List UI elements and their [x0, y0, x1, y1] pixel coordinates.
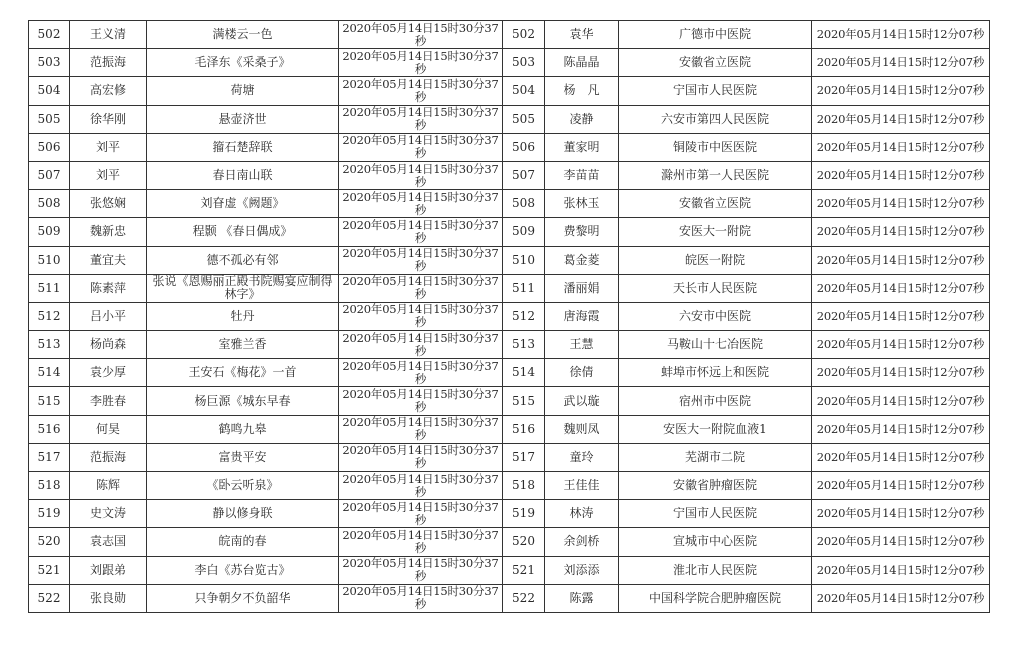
right-timestamp: 2020年05月14日15时12分07秒 — [812, 49, 990, 77]
right-hospital: 中国科学院合肥肿瘤医院 — [619, 584, 812, 612]
right-hospital: 六安市第四人民医院 — [619, 105, 812, 133]
right-hospital: 宿州市中医院 — [619, 387, 812, 415]
right-entry-number: 512 — [503, 302, 545, 330]
left-timestamp: 2020年05月14日15时30分37秒 — [339, 49, 503, 77]
left-timestamp: 2020年05月14日15时30分37秒 — [339, 387, 503, 415]
right-entry-number: 521 — [503, 556, 545, 584]
right-person-name: 余剑桥 — [545, 528, 619, 556]
left-author-name: 魏新忠 — [70, 218, 147, 246]
left-author-name: 刘跟弟 — [70, 556, 147, 584]
left-author-name: 张悠娴 — [70, 190, 147, 218]
table-row — [29, 387, 990, 415]
left-entry-number: 511 — [29, 274, 70, 302]
right-person-name: 王慧 — [545, 331, 619, 359]
left-work-title: 满楼云一色 — [147, 21, 339, 49]
right-hospital: 安徽省立医院 — [619, 49, 812, 77]
left-work-title: 只争朝夕不负韶华 — [147, 584, 339, 612]
left-author-name: 刘平 — [70, 161, 147, 189]
left-work-title: 刘眘虚《阙题》 — [147, 190, 339, 218]
left-timestamp: 2020年05月14日15时30分37秒 — [339, 246, 503, 274]
right-person-name: 林涛 — [545, 500, 619, 528]
right-hospital: 滁州市第一人民医院 — [619, 161, 812, 189]
right-entry-number: 511 — [503, 274, 545, 302]
left-author-name: 徐华刚 — [70, 105, 147, 133]
table-row — [29, 274, 990, 302]
right-timestamp: 2020年05月14日15时12分07秒 — [812, 161, 990, 189]
left-work-title: 牡丹 — [147, 302, 339, 330]
right-timestamp: 2020年05月14日15时12分07秒 — [812, 21, 990, 49]
right-person-name: 陈露 — [545, 584, 619, 612]
left-entry-number: 517 — [29, 443, 70, 471]
table-row — [29, 218, 990, 246]
right-timestamp: 2020年05月14日15时12分07秒 — [812, 472, 990, 500]
right-timestamp: 2020年05月14日15时12分07秒 — [812, 274, 990, 302]
right-person-name: 袁华 — [545, 21, 619, 49]
left-entry-number: 513 — [29, 331, 70, 359]
left-timestamp: 2020年05月14日15时30分37秒 — [339, 77, 503, 105]
left-timestamp: 2020年05月14日15时30分37秒 — [339, 528, 503, 556]
left-timestamp: 2020年05月14日15时30分37秒 — [339, 472, 503, 500]
right-hospital: 马鞍山十七冶医院 — [619, 331, 812, 359]
left-entry-number: 508 — [29, 190, 70, 218]
right-person-name: 刘添添 — [545, 556, 619, 584]
table-row — [29, 190, 990, 218]
left-author-name: 张良勋 — [70, 584, 147, 612]
right-person-name: 徐倩 — [545, 359, 619, 387]
left-entry-number: 516 — [29, 415, 70, 443]
left-timestamp: 2020年05月14日15时30分37秒 — [339, 584, 503, 612]
left-author-name: 范振海 — [70, 443, 147, 471]
right-person-name: 潘丽娟 — [545, 274, 619, 302]
table-row — [29, 443, 990, 471]
left-author-name: 史文涛 — [70, 500, 147, 528]
right-timestamp: 2020年05月14日15时12分07秒 — [812, 584, 990, 612]
left-work-title: 德不孤必有邻 — [147, 246, 339, 274]
left-author-name: 高宏修 — [70, 77, 147, 105]
left-work-title: 悬壶济世 — [147, 105, 339, 133]
left-timestamp: 2020年05月14日15时30分37秒 — [339, 302, 503, 330]
left-work-title: 《卧云听泉》 — [147, 472, 339, 500]
table-row — [29, 49, 990, 77]
table-row — [29, 133, 990, 161]
right-entry-number: 506 — [503, 133, 545, 161]
left-timestamp: 2020年05月14日15时30分37秒 — [339, 133, 503, 161]
right-hospital: 广德市中医院 — [619, 21, 812, 49]
table-row — [29, 500, 990, 528]
left-work-title: 春日南山联 — [147, 161, 339, 189]
right-person-name: 费黎明 — [545, 218, 619, 246]
left-entry-number: 515 — [29, 387, 70, 415]
left-timestamp: 2020年05月14日15时30分37秒 — [339, 415, 503, 443]
left-author-name: 范振海 — [70, 49, 147, 77]
left-entry-number: 502 — [29, 21, 70, 49]
right-entry-number: 504 — [503, 77, 545, 105]
right-entry-number: 516 — [503, 415, 545, 443]
right-hospital: 芜湖市二院 — [619, 443, 812, 471]
left-entry-number: 503 — [29, 49, 70, 77]
left-author-name: 王义清 — [70, 21, 147, 49]
left-work-title: 富贵平安 — [147, 443, 339, 471]
left-author-name: 董宜夫 — [70, 246, 147, 274]
left-author-name: 何昊 — [70, 415, 147, 443]
left-timestamp: 2020年05月14日15时30分37秒 — [339, 218, 503, 246]
left-entry-number: 510 — [29, 246, 70, 274]
right-timestamp: 2020年05月14日15时12分07秒 — [812, 302, 990, 330]
left-entry-number: 507 — [29, 161, 70, 189]
right-entry-number: 518 — [503, 472, 545, 500]
right-hospital: 宁国市人民医院 — [619, 500, 812, 528]
registration-table — [28, 20, 990, 613]
right-hospital: 淮北市人民医院 — [619, 556, 812, 584]
left-timestamp: 2020年05月14日15时30分37秒 — [339, 105, 503, 133]
left-work-title: 程颢 《春日偶成》 — [147, 218, 339, 246]
left-author-name: 袁志国 — [70, 528, 147, 556]
right-timestamp: 2020年05月14日15时12分07秒 — [812, 415, 990, 443]
right-person-name: 魏则凤 — [545, 415, 619, 443]
table-row — [29, 528, 990, 556]
right-timestamp: 2020年05月14日15时12分07秒 — [812, 218, 990, 246]
right-timestamp: 2020年05月14日15时12分07秒 — [812, 190, 990, 218]
right-entry-number: 519 — [503, 500, 545, 528]
left-work-title: 静以修身联 — [147, 500, 339, 528]
left-author-name: 刘平 — [70, 133, 147, 161]
right-entry-number: 522 — [503, 584, 545, 612]
right-hospital: 铜陵市中医医院 — [619, 133, 812, 161]
left-entry-number: 521 — [29, 556, 70, 584]
right-entry-number: 505 — [503, 105, 545, 133]
right-person-name: 武以璇 — [545, 387, 619, 415]
right-entry-number: 510 — [503, 246, 545, 274]
right-entry-number: 507 — [503, 161, 545, 189]
left-author-name: 吕小平 — [70, 302, 147, 330]
left-timestamp: 2020年05月14日15时30分37秒 — [339, 359, 503, 387]
right-person-name: 陈晶晶 — [545, 49, 619, 77]
right-entry-number: 515 — [503, 387, 545, 415]
right-person-name: 王佳佳 — [545, 472, 619, 500]
right-entry-number: 514 — [503, 359, 545, 387]
right-timestamp: 2020年05月14日15时12分07秒 — [812, 443, 990, 471]
table-row — [29, 21, 990, 49]
left-work-title: 鹤鸣九皋 — [147, 415, 339, 443]
left-timestamp: 2020年05月14日15时30分37秒 — [339, 190, 503, 218]
right-person-name: 童玲 — [545, 443, 619, 471]
left-work-title: 籀石楚辞联 — [147, 133, 339, 161]
left-entry-number: 509 — [29, 218, 70, 246]
right-hospital: 安徽省肿瘤医院 — [619, 472, 812, 500]
left-work-title: 李白《苏台览古》 — [147, 556, 339, 584]
right-hospital: 宁国市人民医院 — [619, 77, 812, 105]
right-entry-number: 509 — [503, 218, 545, 246]
right-person-name: 杨 凡 — [545, 77, 619, 105]
right-timestamp: 2020年05月14日15时12分07秒 — [812, 556, 990, 584]
left-author-name: 李胜春 — [70, 387, 147, 415]
left-work-title: 室雅兰香 — [147, 331, 339, 359]
right-timestamp: 2020年05月14日15时12分07秒 — [812, 387, 990, 415]
right-person-name: 张林玉 — [545, 190, 619, 218]
right-entry-number: 503 — [503, 49, 545, 77]
right-person-name: 葛金菱 — [545, 246, 619, 274]
right-hospital: 六安市中医院 — [619, 302, 812, 330]
left-entry-number: 506 — [29, 133, 70, 161]
left-author-name: 陈素萍 — [70, 274, 147, 302]
right-hospital: 安医大一附院 — [619, 218, 812, 246]
left-timestamp: 2020年05月14日15时30分37秒 — [339, 274, 503, 302]
right-entry-number: 508 — [503, 190, 545, 218]
right-entry-number: 517 — [503, 443, 545, 471]
table-row — [29, 359, 990, 387]
right-entry-number: 502 — [503, 21, 545, 49]
right-hospital: 安徽省立医院 — [619, 190, 812, 218]
right-timestamp: 2020年05月14日15时12分07秒 — [812, 528, 990, 556]
table-row — [29, 246, 990, 274]
left-timestamp: 2020年05月14日15时30分37秒 — [339, 500, 503, 528]
left-entry-number: 522 — [29, 584, 70, 612]
right-person-name: 唐海霞 — [545, 302, 619, 330]
right-timestamp: 2020年05月14日15时12分07秒 — [812, 133, 990, 161]
right-hospital: 皖医一附院 — [619, 246, 812, 274]
left-work-title: 张说《恩赐丽正殿书院赐宴应制得林字》 — [147, 274, 339, 302]
right-entry-number: 513 — [503, 331, 545, 359]
right-hospital: 天长市人民医院 — [619, 274, 812, 302]
table-row — [29, 161, 990, 189]
right-hospital: 蚌埠市怀远上和医院 — [619, 359, 812, 387]
right-timestamp: 2020年05月14日15时12分07秒 — [812, 331, 990, 359]
right-person-name: 李苗苗 — [545, 161, 619, 189]
left-timestamp: 2020年05月14日15时30分37秒 — [339, 556, 503, 584]
left-entry-number: 512 — [29, 302, 70, 330]
right-timestamp: 2020年05月14日15时12分07秒 — [812, 77, 990, 105]
right-person-name: 凌静 — [545, 105, 619, 133]
left-timestamp: 2020年05月14日15时30分37秒 — [339, 331, 503, 359]
left-entry-number: 520 — [29, 528, 70, 556]
left-work-title: 杨巨源《城东早春 — [147, 387, 339, 415]
left-entry-number: 504 — [29, 77, 70, 105]
left-author-name: 袁少厚 — [70, 359, 147, 387]
left-work-title: 毛泽东《采桑子》 — [147, 49, 339, 77]
table-row — [29, 472, 990, 500]
right-timestamp: 2020年05月14日15时12分07秒 — [812, 359, 990, 387]
right-entry-number: 520 — [503, 528, 545, 556]
right-timestamp: 2020年05月14日15时12分07秒 — [812, 246, 990, 274]
right-timestamp: 2020年05月14日15时12分07秒 — [812, 105, 990, 133]
left-entry-number: 505 — [29, 105, 70, 133]
right-timestamp: 2020年05月14日15时12分07秒 — [812, 500, 990, 528]
left-work-title: 皖南的春 — [147, 528, 339, 556]
right-hospital: 安医大一附院血液1 — [619, 415, 812, 443]
left-entry-number: 518 — [29, 472, 70, 500]
table-row — [29, 331, 990, 359]
table-row — [29, 105, 990, 133]
left-entry-number: 519 — [29, 500, 70, 528]
left-timestamp: 2020年05月14日15时30分37秒 — [339, 21, 503, 49]
right-hospital: 宣城市中心医院 — [619, 528, 812, 556]
table-row — [29, 415, 990, 443]
left-entry-number: 514 — [29, 359, 70, 387]
right-person-name: 董家明 — [545, 133, 619, 161]
left-timestamp: 2020年05月14日15时30分37秒 — [339, 161, 503, 189]
table-row — [29, 77, 990, 105]
table-row — [29, 584, 990, 612]
table-row — [29, 302, 990, 330]
table-row — [29, 556, 990, 584]
left-timestamp: 2020年05月14日15时30分37秒 — [339, 443, 503, 471]
left-work-title: 王安石《梅花》一首 — [147, 359, 339, 387]
left-author-name: 陈辉 — [70, 472, 147, 500]
left-work-title: 荷塘 — [147, 77, 339, 105]
left-author-name: 杨尚森 — [70, 331, 147, 359]
